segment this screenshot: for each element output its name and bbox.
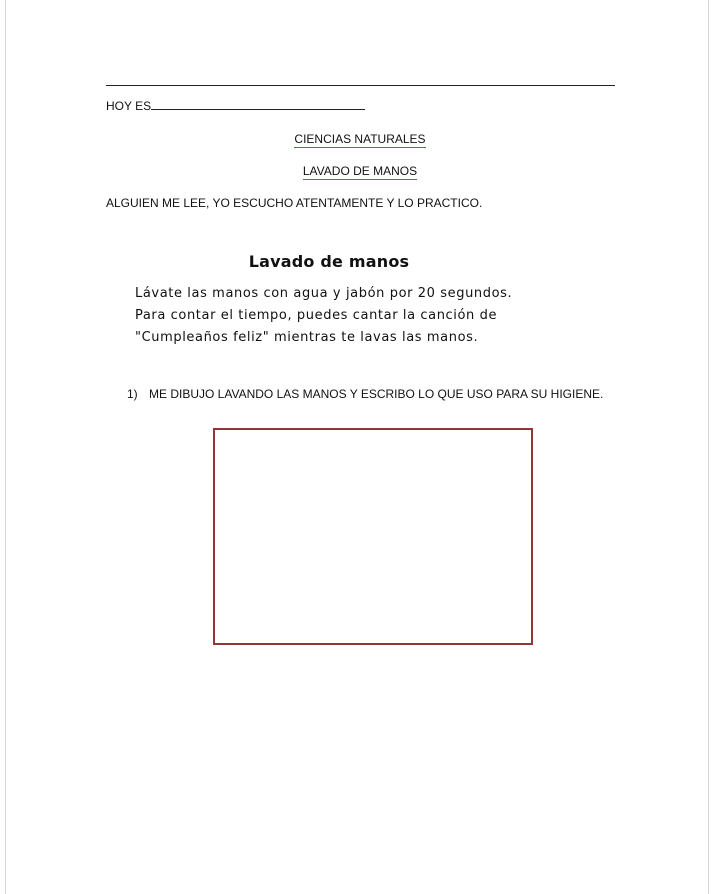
date-label: HOY ES <box>106 99 152 113</box>
handwashing-title: Lavado de manos <box>248 252 410 271</box>
topic-title-row <box>0 164 720 180</box>
question-number: 1) <box>127 387 138 401</box>
handwashing-line: Para contar el tiempo, puedes cantar la canción de <box>135 308 498 323</box>
handwashing-line: "Cumpleaños feliz" mientras te lavas las manos. <box>135 330 479 345</box>
handwashing-text <box>135 283 555 349</box>
handwashing-line: Lávate las manos con agua y jabón por 20 segundos. <box>135 286 513 301</box>
reading-instruction: ALGUIEN ME LEE, YO ESCUCHO ATENTAMENTE Y LO PRACTICO. <box>106 196 483 210</box>
header-rule <box>106 85 615 86</box>
topic-title: LAVADO DE MANOS <box>302 164 418 178</box>
question-text: ME DIBUJO LAVANDO LAS MANOS Y ESCRIBO LO QUE USO PARA SU HIGIENE. <box>149 387 604 401</box>
question-1 <box>127 387 603 401</box>
subject-title-row <box>0 132 720 148</box>
date-line <box>106 98 365 113</box>
drawing-box[interactable] <box>213 428 533 645</box>
subject-title: CIENCIAS NATURALES <box>294 132 426 146</box>
date-blank-line[interactable] <box>151 98 365 110</box>
